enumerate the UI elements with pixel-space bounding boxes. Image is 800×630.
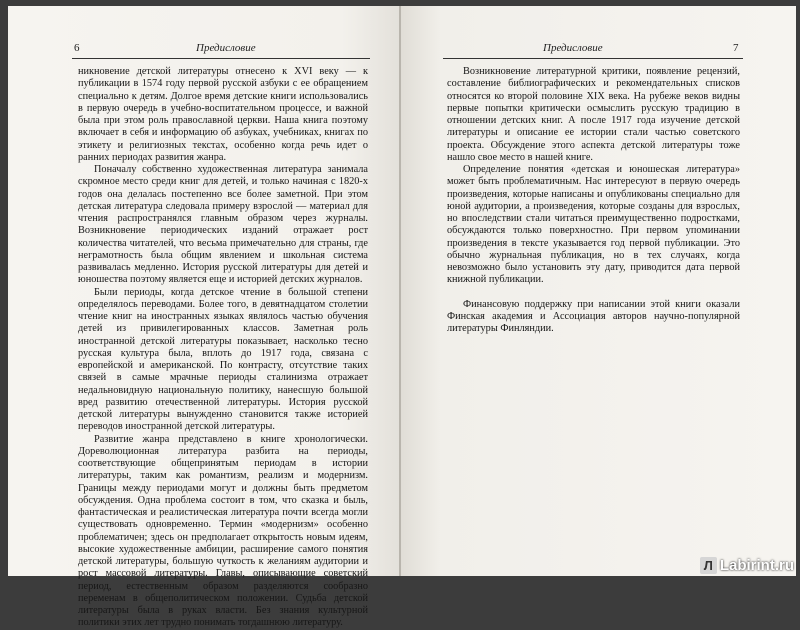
left-page <box>8 6 401 629</box>
paragraph: Были периоды, когда детское чтение в большой степени определялось переводами. Более того, в девятнадцатом столетии чтение книг на иностранных языках являлось частью обучения детей из привилегированных классов. Заметная роль иностранной детской литературы показывает, насколько тесно русская культура была, вплоть до 1917 года, связана с европейской и американской. По контрасту, отсутствие таких связей в самые мрачные периоды сталинизма отражает недальновидную национальную политику, нанесшую большой вред развитию отечественной литературы. История русской детской литературы вынужденно становится также историей переводов иностранной детской литературы. <box>78 286 368 433</box>
paragraph: Финансовую поддержку при написании этой книги оказали Финская академия и Ассоциация авторов научно-популярной литературы Финляндии. <box>447 298 740 334</box>
left-page-text <box>78 66 368 630</box>
paragraph: Определение понятия «детская и юношеская литература» может быть проблематичным. Нас интересуют в первую очередь произведения, которые написаны и опубликованы специально для юной аудитории, а произведения, которые созданы для взрослых, но впоследствии стали читаться преимущественно подростками, обсуждаются только поверхностно. При первом упоминании произведения в тексте указывается год первой публикации. Это обычно журнальная публикация, но в тех случаях, когда невозможно было установить эту дату, приводится дата первой книжной публикации. <box>447 164 740 286</box>
running-title-right: Предисловие <box>543 42 603 54</box>
right-page-text <box>447 66 740 335</box>
page-number-left: 6 <box>74 42 80 54</box>
running-title-left: Предисловие <box>196 42 256 54</box>
labirint-watermark <box>700 557 794 574</box>
paragraph: Возникновение литературной критики, появление рецензий, составление библиографических и рекомендательных списков относятся ко второй половине XIX века. На рубеже веков видны первые попытки критически осмыслить русскую традицию в отношении детских книг. А после 1917 года изучение детской литературы и описание ее истории стали частью советского проекта. Обсуждение этого аспекта детской литературы тоже нашло свое место в нашей книге. <box>447 66 740 163</box>
book-spread <box>8 6 796 629</box>
paragraph: Поначалу собственно художественная литература занимала скромное место среди книг для детей, и только начиная с 1820-х годов она делалась постепенно все более заметной. При этом детская литература следовала примеру взрослой — материал для чтения распространялся главным образом через журналы. Возникновение периодических изданий отражает рост количества читателей, что весьма примечательно для страны, где неграмотность была общим явлением и школьная система развивалась медленно. История русской литературы для детей и юношества поэтому является еще и историей детских журналов. <box>78 164 368 286</box>
paragraph: никновение детской литературы отнесено к XVI веку — к публикации в 1574 году первой русской азбуки с ее обращением специально к детям. Долгое время детские книги использовались в первую очередь в учебно-воспитательном процессе, и важной была при этом роль православной церкви. Наша книга поэтому включает в себя и информацию об азбуках, учебниках, книгах по этикету и религиозных текстах, особенно когда речь идет о ранних периодах развития жанра. <box>78 66 368 163</box>
header-rule-right <box>443 58 743 59</box>
labirint-logo-icon: Л <box>700 557 717 574</box>
page-number-right: 7 <box>733 42 739 54</box>
right-page <box>401 6 796 576</box>
watermark-text: Labirint.ru <box>719 557 794 574</box>
header-rule-left <box>72 58 370 59</box>
paragraph: Развитие жанра представлено в книге хронологически. Дореволюционная литература разбита на периоды, соответствующие общепринятым периодам в истории литературы, таким как романтизм, реализм и модернизм. Границы между периодами могут и должны быть предметом обсуждения. Одна проблема состоит в том, что сказка и быль, фантастическая и реалистическая литература почти всегда могли существовать одновременно. Термин «модернизм» особенно проблематичен; здесь он предполагает открытость новым идеям, высокие художественные амбиции, расширение самого понятия детской литературы, большую чуткость к желаниям аудитории и рост массовой литературы. Главы, описывающие советский период, естественным образом разделяются сообразно переменам в общеполитическом положении. Судьба детской литературы была в руках власти. Без знания культурной политики этих лет трудно понимать тогдашнюю литературу. <box>78 433 368 629</box>
